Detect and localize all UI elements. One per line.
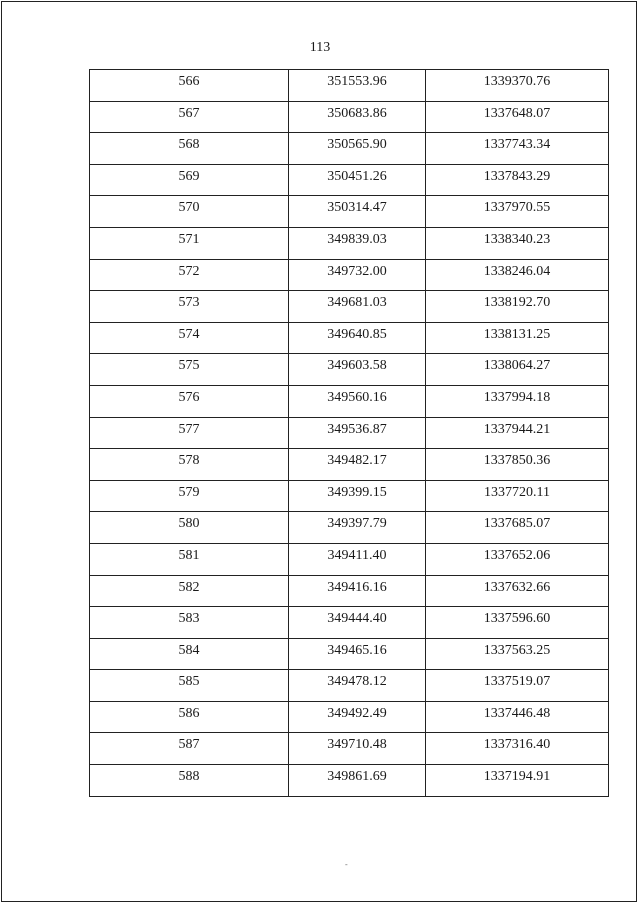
x-coordinate-cell-text: 349482.17 xyxy=(327,453,387,469)
point-id-cell xyxy=(90,322,289,354)
y-coordinate-cell-text: 1337685.07 xyxy=(483,516,551,532)
y-coordinate-cell xyxy=(426,70,609,102)
point-id-cell xyxy=(90,101,289,133)
y-coordinate-cell xyxy=(426,322,609,354)
table-row xyxy=(90,227,609,259)
y-coordinate-cell xyxy=(426,101,609,133)
x-coordinate-cell-text: 349732.00 xyxy=(327,263,387,279)
coordinates-table-body xyxy=(90,70,609,797)
table-row xyxy=(90,670,609,702)
point-id-cell xyxy=(90,575,289,607)
point-id-cell-text: 578 xyxy=(178,453,200,469)
point-id-cell-text: 571 xyxy=(178,231,200,247)
coordinates-table xyxy=(89,69,609,797)
x-coordinate-cell xyxy=(289,164,426,196)
table-row xyxy=(90,733,609,765)
y-coordinate-cell xyxy=(426,449,609,481)
x-coordinate-cell-text: 349640.85 xyxy=(327,326,387,342)
y-coordinate-cell-text: 1337720.11 xyxy=(484,484,550,500)
x-coordinate-cell xyxy=(289,733,426,765)
y-coordinate-cell-text: 1337652.06 xyxy=(483,547,551,563)
y-coordinate-cell-text: 1337843.29 xyxy=(483,168,551,184)
point-id-cell-text: 586 xyxy=(178,705,200,721)
y-coordinate-cell-text: 1337596.60 xyxy=(483,611,551,627)
table-row xyxy=(90,196,609,228)
x-coordinate-cell-text: 349861.69 xyxy=(327,769,387,785)
x-coordinate-cell xyxy=(289,354,426,386)
x-coordinate-cell-text: 349681.03 xyxy=(327,295,387,311)
point-id-cell-text: 582 xyxy=(178,579,200,595)
x-coordinate-cell xyxy=(289,259,426,291)
x-coordinate-cell-text: 349444.40 xyxy=(327,611,387,627)
y-coordinate-cell xyxy=(426,765,609,797)
point-id-cell xyxy=(90,354,289,386)
x-coordinate-cell xyxy=(289,196,426,228)
x-coordinate-cell xyxy=(289,607,426,639)
point-id-cell-text: 580 xyxy=(178,516,200,532)
table-row xyxy=(90,164,609,196)
y-coordinate-cell-text: 1337970.55 xyxy=(483,200,551,216)
x-coordinate-cell-text: 349478.12 xyxy=(327,674,387,690)
y-coordinate-cell xyxy=(426,733,609,765)
x-coordinate-cell-text: 349603.58 xyxy=(327,358,387,374)
x-coordinate-cell xyxy=(289,133,426,165)
page-number: 113 xyxy=(309,40,331,55)
y-coordinate-cell-text: 1338246.04 xyxy=(483,263,551,279)
point-id-cell xyxy=(90,133,289,165)
point-id-cell-text: 581 xyxy=(178,547,200,563)
point-id-cell xyxy=(90,670,289,702)
y-coordinate-cell-text: 1337850.36 xyxy=(483,453,551,469)
point-id-cell xyxy=(90,385,289,417)
table-row xyxy=(90,765,609,797)
point-id-cell xyxy=(90,638,289,670)
x-coordinate-cell-text: 350451.26 xyxy=(327,168,387,184)
point-id-cell-text: 585 xyxy=(178,674,200,690)
y-coordinate-cell xyxy=(426,480,609,512)
point-id-cell-text: 574 xyxy=(178,326,200,342)
x-coordinate-cell-text: 350314.47 xyxy=(327,200,387,216)
table-row xyxy=(90,512,609,544)
y-coordinate-cell xyxy=(426,638,609,670)
point-id-cell xyxy=(90,70,289,102)
point-id-cell xyxy=(90,765,289,797)
point-id-cell-text: 568 xyxy=(178,137,200,153)
y-coordinate-cell xyxy=(426,227,609,259)
y-coordinate-cell xyxy=(426,670,609,702)
x-coordinate-cell-text: 349492.49 xyxy=(327,705,387,721)
point-id-cell xyxy=(90,164,289,196)
table-row xyxy=(90,701,609,733)
y-coordinate-cell-text: 1337194.91 xyxy=(483,769,551,785)
y-coordinate-cell-text: 1337519.07 xyxy=(483,674,551,690)
y-coordinate-cell xyxy=(426,133,609,165)
table-row xyxy=(90,259,609,291)
x-coordinate-cell xyxy=(289,701,426,733)
x-coordinate-cell-text: 349560.16 xyxy=(327,389,387,405)
x-coordinate-cell xyxy=(289,765,426,797)
y-coordinate-cell xyxy=(426,164,609,196)
point-id-cell xyxy=(90,733,289,765)
x-coordinate-cell-text: 350683.86 xyxy=(327,105,387,121)
y-coordinate-cell-text: 1337316.40 xyxy=(483,737,551,753)
point-id-cell xyxy=(90,701,289,733)
point-id-cell xyxy=(90,543,289,575)
point-id-cell-text: 569 xyxy=(178,168,200,184)
table-row xyxy=(90,543,609,575)
x-coordinate-cell xyxy=(289,322,426,354)
y-coordinate-cell-text: 1337648.07 xyxy=(483,105,551,121)
point-id-cell-text: 577 xyxy=(178,421,200,437)
table-row xyxy=(90,322,609,354)
point-id-cell xyxy=(90,480,289,512)
point-id-cell-text: 587 xyxy=(178,737,200,753)
y-coordinate-cell xyxy=(426,512,609,544)
point-id-cell-text: 579 xyxy=(178,484,200,500)
point-id-cell xyxy=(90,417,289,449)
table-row xyxy=(90,480,609,512)
point-id-cell-text: 575 xyxy=(178,358,200,374)
y-coordinate-cell-text: 1337446.48 xyxy=(483,705,551,721)
x-coordinate-cell xyxy=(289,575,426,607)
y-coordinate-cell xyxy=(426,385,609,417)
x-coordinate-cell xyxy=(289,101,426,133)
y-coordinate-cell xyxy=(426,543,609,575)
y-coordinate-cell xyxy=(426,196,609,228)
x-coordinate-cell xyxy=(289,385,426,417)
point-id-cell xyxy=(90,449,289,481)
y-coordinate-cell-text: 1337944.21 xyxy=(483,421,551,437)
y-coordinate-cell-text: 1339370.76 xyxy=(483,74,551,89)
table-row xyxy=(90,133,609,165)
x-coordinate-cell xyxy=(289,449,426,481)
point-id-cell-text: 583 xyxy=(178,611,200,627)
table-row xyxy=(90,575,609,607)
point-id-cell xyxy=(90,291,289,323)
y-coordinate-cell xyxy=(426,417,609,449)
table-row xyxy=(90,638,609,670)
y-coordinate-cell-text: 1338192.70 xyxy=(483,295,551,311)
footer-mark: - xyxy=(345,860,348,869)
point-id-cell-text: 576 xyxy=(178,389,200,405)
point-id-cell-text: 572 xyxy=(178,263,200,279)
y-coordinate-cell-text: 1337632.66 xyxy=(483,579,551,595)
x-coordinate-cell xyxy=(289,291,426,323)
point-id-cell-text: 566 xyxy=(178,74,200,89)
x-coordinate-cell xyxy=(289,638,426,670)
table-row xyxy=(90,417,609,449)
x-coordinate-cell-text: 350565.90 xyxy=(327,137,387,153)
point-id-cell-text: 588 xyxy=(178,769,200,785)
point-id-cell-text: 570 xyxy=(178,200,200,216)
x-coordinate-cell-text: 349411.40 xyxy=(327,547,387,563)
y-coordinate-cell-text: 1338131.25 xyxy=(483,326,551,342)
point-id-cell xyxy=(90,607,289,639)
table-row xyxy=(90,385,609,417)
y-coordinate-cell xyxy=(426,575,609,607)
y-coordinate-cell-text: 1338340.23 xyxy=(483,231,551,247)
y-coordinate-cell-text: 1338064.27 xyxy=(483,358,551,374)
table-row xyxy=(90,291,609,323)
x-coordinate-cell xyxy=(289,70,426,102)
y-coordinate-cell xyxy=(426,607,609,639)
x-coordinate-cell xyxy=(289,670,426,702)
y-coordinate-cell xyxy=(426,259,609,291)
x-coordinate-cell xyxy=(289,417,426,449)
x-coordinate-cell xyxy=(289,227,426,259)
x-coordinate-cell-text: 351553.96 xyxy=(327,74,387,89)
y-coordinate-cell-text: 1337994.18 xyxy=(483,389,551,405)
point-id-cell xyxy=(90,512,289,544)
point-id-cell-text: 567 xyxy=(178,105,200,121)
table-row xyxy=(90,70,609,102)
point-id-cell xyxy=(90,196,289,228)
x-coordinate-cell xyxy=(289,543,426,575)
x-coordinate-cell xyxy=(289,480,426,512)
y-coordinate-cell-text: 1337563.25 xyxy=(483,642,551,658)
x-coordinate-cell xyxy=(289,512,426,544)
x-coordinate-cell-text: 349465.16 xyxy=(327,642,387,658)
table-row xyxy=(90,449,609,481)
point-id-cell-text: 584 xyxy=(178,642,200,658)
point-id-cell-text: 573 xyxy=(178,295,200,311)
y-coordinate-cell xyxy=(426,291,609,323)
x-coordinate-cell-text: 349710.48 xyxy=(327,737,387,753)
y-coordinate-cell-text: 1337743.34 xyxy=(483,137,551,153)
table-row xyxy=(90,607,609,639)
x-coordinate-cell-text: 349536.87 xyxy=(327,421,387,437)
x-coordinate-cell-text: 349399.15 xyxy=(327,484,387,500)
point-id-cell xyxy=(90,227,289,259)
x-coordinate-cell-text: 349397.79 xyxy=(327,516,387,532)
x-coordinate-cell-text: 349839.03 xyxy=(327,231,387,247)
x-coordinate-cell-text: 349416.16 xyxy=(327,579,387,595)
point-id-cell xyxy=(90,259,289,291)
table-row xyxy=(90,354,609,386)
y-coordinate-cell xyxy=(426,701,609,733)
y-coordinate-cell xyxy=(426,354,609,386)
table-row xyxy=(90,101,609,133)
